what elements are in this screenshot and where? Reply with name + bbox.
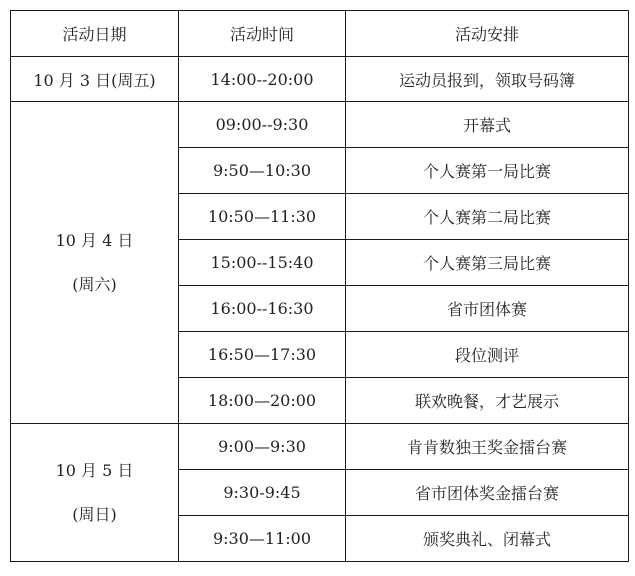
- time-cell: 9:30—11:00: [179, 516, 346, 562]
- activity-cell: 运动员报到，领取号码簿: [346, 57, 629, 102]
- time-cell: 16:50—17:30: [179, 332, 346, 378]
- date-label: 10 月 4 日: [55, 230, 134, 250]
- time-cell: 10:50—11:30: [179, 194, 346, 240]
- time-cell: 9:30-9:45: [179, 470, 346, 516]
- activity-cell: 个人赛第二局比赛: [346, 194, 629, 240]
- header-time: 活动时间: [179, 11, 346, 57]
- activity-cell: 个人赛第三局比赛: [346, 240, 629, 286]
- weekday-label: (周六): [72, 274, 117, 294]
- table-row: [11, 424, 629, 470]
- activity-cell: 开幕式: [346, 102, 629, 148]
- activity-cell: 联欢晚餐，才艺展示: [346, 378, 629, 424]
- time-cell: 18:00—20:00: [179, 378, 346, 424]
- time-cell: 9:00—9:30: [179, 424, 346, 470]
- table-row: [11, 102, 629, 148]
- table-row: [11, 57, 629, 102]
- header-row: [11, 11, 629, 57]
- date-cell-oct5: [11, 424, 179, 562]
- activity-cell: 肯肯数独王奖金擂台赛: [346, 424, 629, 470]
- header-activity: 活动安排: [346, 11, 629, 57]
- date-cell-oct3: 10 月 3 日(周五): [11, 57, 179, 102]
- date-label: 10 月 5 日: [55, 460, 134, 480]
- activity-cell: 颁奖典礼、闭幕式: [346, 516, 629, 562]
- weekday-label: (周日): [72, 504, 117, 524]
- activity-cell: 段位测评: [346, 332, 629, 378]
- date-cell-oct4: [11, 102, 179, 424]
- activity-cell: 个人赛第一局比赛: [346, 148, 629, 194]
- time-cell: 15:00--15:40: [179, 240, 346, 286]
- time-cell: 14:00--20:00: [179, 57, 346, 102]
- header-date: 活动日期: [11, 11, 179, 57]
- time-cell: 9:50—10:30: [179, 148, 346, 194]
- time-cell: 09:00--9:30: [179, 102, 346, 148]
- activity-cell: 省市团体赛: [346, 286, 629, 332]
- activity-cell: 省市团体奖金擂台赛: [346, 470, 629, 516]
- time-cell: 16:00--16:30: [179, 286, 346, 332]
- schedule-table: [10, 10, 629, 562]
